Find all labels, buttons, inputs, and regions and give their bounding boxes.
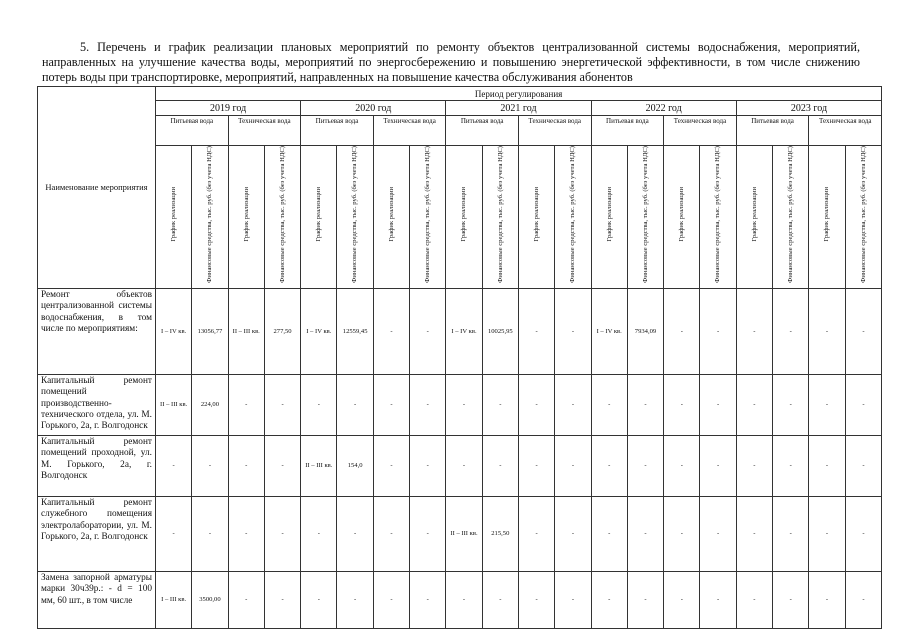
period-header: Период регулирования: [156, 87, 882, 101]
table-row: [38, 496, 882, 571]
column-header-label: График реализации: [242, 187, 250, 242]
finance-cell: -: [700, 374, 736, 435]
schedule-cell: -: [228, 496, 264, 571]
column-header: [482, 146, 518, 289]
name-column-header: Наименование мероприятия: [38, 87, 156, 289]
schedule-cell: I – III кв.: [156, 571, 192, 628]
schedule-cell: -: [809, 374, 845, 435]
column-header-label: Финансовые средства, тыс. руб. (без учета НДС): [786, 146, 794, 283]
water-type-header: Питьевая вода: [301, 116, 374, 146]
schedule-cell: -: [301, 374, 337, 435]
column-header-label: График реализации: [387, 187, 395, 242]
column-header-label: График реализации: [169, 187, 177, 242]
column-header-label: Финансовые средства, тыс. руб. (без учета НДС): [641, 146, 649, 283]
column-header-label: Финансовые средства, тыс. руб. (без учета НДС): [714, 146, 722, 283]
finance-cell: -: [555, 571, 591, 628]
finance-cell: -: [627, 496, 663, 571]
schedule-cell: II – III кв.: [228, 288, 264, 374]
finance-cell: -: [700, 571, 736, 628]
finance-cell: -: [410, 571, 446, 628]
finance-cell: -: [700, 496, 736, 571]
schedule-cell: -: [228, 374, 264, 435]
schedule-cell: -: [591, 374, 627, 435]
finance-cell: -: [845, 496, 882, 571]
column-header-label: Финансовые средства, тыс. руб. (без учета НДС): [278, 146, 286, 283]
table-header: [38, 87, 882, 289]
column-header: [337, 146, 373, 289]
schedule-cell: -: [373, 496, 409, 571]
column-header-label: Финансовые средства, тыс. руб. (без учета НДС): [569, 146, 577, 283]
schedule-cell: -: [228, 571, 264, 628]
finance-cell: -: [264, 496, 300, 571]
column-header-label: Финансовые средства, тыс. руб. (без учета НДС): [206, 146, 214, 283]
table-row: [38, 288, 882, 374]
finance-cell: -: [627, 435, 663, 496]
table-body: [38, 288, 882, 628]
finance-cell: -: [337, 571, 373, 628]
column-header: [192, 146, 228, 289]
schedule-cell: -: [518, 496, 554, 571]
schedule-cell: -: [446, 435, 482, 496]
finance-cell: 7934,09: [627, 288, 663, 374]
schedule-cell: -: [664, 496, 700, 571]
schedule-cell: -: [809, 435, 845, 496]
schedule-cell: -: [518, 288, 554, 374]
schedule-cell: II – III кв.: [156, 374, 192, 435]
schedule-cell: -: [664, 435, 700, 496]
schedule-cell: -: [809, 571, 845, 628]
finance-cell: -: [700, 435, 736, 496]
finance-cell: -: [845, 571, 882, 628]
year-header: 2023 год: [736, 101, 881, 116]
schedule-cell: -: [446, 374, 482, 435]
schedule-cell: -: [518, 435, 554, 496]
column-header-label: График реализации: [460, 187, 468, 242]
finance-cell: -: [482, 374, 518, 435]
schedule-cell: -: [664, 374, 700, 435]
schedule-cell: -: [373, 435, 409, 496]
finance-cell: 10025,95: [482, 288, 518, 374]
finance-cell: -: [627, 571, 663, 628]
schedule-cell: -: [156, 496, 192, 571]
schedule-cell: -: [373, 288, 409, 374]
column-header-label: Финансовые средства, тыс. руб. (без учета НДС): [351, 146, 359, 283]
schedule-cell: -: [373, 374, 409, 435]
finance-cell: 277,50: [264, 288, 300, 374]
finance-cell: 13056,77: [192, 288, 228, 374]
schedule-cell: -: [736, 374, 772, 435]
column-header: [627, 146, 663, 289]
schedule-cell: II – III кв.: [301, 435, 337, 496]
year-header: 2021 год: [446, 101, 591, 116]
schedule-cell: -: [809, 496, 845, 571]
schedule-cell: I – IV кв.: [446, 288, 482, 374]
water-type-header: Техническая вода: [518, 116, 591, 146]
column-header: [736, 146, 772, 289]
water-type-header: Техническая вода: [373, 116, 446, 146]
finance-cell: -: [410, 435, 446, 496]
year-header: 2020 год: [301, 101, 446, 116]
table-row: [38, 571, 882, 628]
finance-cell: -: [192, 496, 228, 571]
finance-cell: -: [482, 435, 518, 496]
schedule-cell: -: [664, 288, 700, 374]
finance-cell: -: [482, 571, 518, 628]
event-name: Ремонт объектов централизованной системы водоснабжения, в том числе по мероприятиям:: [38, 288, 156, 374]
schedule-cell: I – IV кв.: [156, 288, 192, 374]
schedule-cell: -: [591, 435, 627, 496]
finance-cell: -: [264, 571, 300, 628]
event-name: Капитальный ремонт служебного помещения электролаборатории, ул. М. Горького, 2а, г. Волгодонск: [38, 496, 156, 571]
column-header: [228, 146, 264, 289]
table-row: [38, 435, 882, 496]
year-header: 2019 год: [156, 101, 301, 116]
finance-cell: -: [845, 435, 882, 496]
schedule-cell: -: [228, 435, 264, 496]
schedule-cell: I – IV кв.: [591, 288, 627, 374]
finance-cell: -: [555, 288, 591, 374]
finance-cell: -: [264, 374, 300, 435]
column-header: [555, 146, 591, 289]
finance-cell: -: [773, 288, 809, 374]
column-header: [809, 146, 845, 289]
event-name: Капитальный ремонт помещений проходной, ул. М. Горького, 2а, г. Волгодонск: [38, 435, 156, 496]
finance-cell: 154,0: [337, 435, 373, 496]
schedule-cell: -: [591, 496, 627, 571]
finance-cell: -: [773, 496, 809, 571]
finance-cell: -: [845, 288, 882, 374]
schedule-cell: -: [301, 496, 337, 571]
column-header: [264, 146, 300, 289]
schedule-cell: -: [736, 496, 772, 571]
schedule-cell: -: [664, 571, 700, 628]
finance-cell: -: [627, 374, 663, 435]
column-header: [446, 146, 482, 289]
column-header: [301, 146, 337, 289]
column-header-label: Финансовые средства, тыс. руб. (без учета НДС): [496, 146, 504, 283]
finance-cell: -: [410, 288, 446, 374]
column-header: [518, 146, 554, 289]
column-header: [156, 146, 192, 289]
finance-cell: -: [264, 435, 300, 496]
schedule-cell: -: [518, 571, 554, 628]
water-type-header: Техническая вода: [228, 116, 301, 146]
column-header-label: График реализации: [750, 187, 758, 242]
table-row: [38, 374, 882, 435]
column-header: [410, 146, 446, 289]
finance-cell: -: [410, 374, 446, 435]
column-header: [700, 146, 736, 289]
schedule-cell: -: [446, 571, 482, 628]
schedule-cell: -: [736, 435, 772, 496]
finance-cell: -: [555, 374, 591, 435]
finance-cell: 12559,45: [337, 288, 373, 374]
event-name: Капитальный ремонт помещений производственно-технического отдела, ул. М. Горького, 2а, г. Волгодонск: [38, 374, 156, 435]
column-header-label: График реализации: [605, 187, 613, 242]
schedule-cell: -: [518, 374, 554, 435]
year-header: 2022 год: [591, 101, 736, 116]
column-header: [845, 146, 882, 289]
finance-cell: -: [192, 435, 228, 496]
finance-cell: -: [845, 374, 882, 435]
schedule-cell: -: [373, 571, 409, 628]
schedule-cell: -: [591, 571, 627, 628]
events-schedule-table: [37, 86, 882, 629]
water-type-header: Питьевая вода: [736, 116, 809, 146]
finance-cell: -: [555, 496, 591, 571]
column-header: [773, 146, 809, 289]
schedule-cell: II – III кв.: [446, 496, 482, 571]
finance-cell: -: [773, 435, 809, 496]
column-header-label: График реализации: [532, 187, 540, 242]
finance-cell: 224,00: [192, 374, 228, 435]
finance-cell: -: [410, 496, 446, 571]
column-header: [591, 146, 627, 289]
finance-cell: -: [700, 288, 736, 374]
section-heading: 5. Перечень и график реализации плановых мероприятий по ремонту объектов централизованной системы водоснабжения, мероприятий, направленных на улучшение качества воды, мероприятий по энергосбережению и повышению энергетической эффективности, в том числе снижению потерь воды при транспортировке, мероприятий, направленных на повышение качества обслуживания абонентов: [42, 40, 860, 84]
column-header-label: Финансовые средства, тыс. руб. (без учета НДС): [859, 146, 867, 283]
schedule-cell: -: [736, 288, 772, 374]
finance-cell: -: [337, 374, 373, 435]
schedule-cell: -: [736, 571, 772, 628]
event-name: Замена запорной арматуры марки 30ч39р.: - d = 100 мм, 60 шт., в том числе: [38, 571, 156, 628]
schedule-cell: -: [301, 571, 337, 628]
finance-cell: -: [337, 496, 373, 571]
column-header-label: График реализации: [315, 187, 323, 242]
column-header-label: Финансовые средства, тыс. руб. (без учета НДС): [424, 146, 432, 283]
water-type-header: Питьевая вода: [156, 116, 229, 146]
finance-cell: -: [773, 374, 809, 435]
column-header-label: График реализации: [678, 187, 686, 242]
water-type-header: Техническая вода: [664, 116, 737, 146]
schedule-cell: I – IV кв.: [301, 288, 337, 374]
schedule-cell: -: [809, 288, 845, 374]
column-header: [373, 146, 409, 289]
water-type-header: Техническая вода: [809, 116, 882, 146]
column-header-label: График реализации: [823, 187, 831, 242]
water-type-header: Питьевая вода: [446, 116, 519, 146]
water-type-header: Питьевая вода: [591, 116, 664, 146]
finance-cell: -: [555, 435, 591, 496]
finance-cell: 215,50: [482, 496, 518, 571]
finance-cell: -: [773, 571, 809, 628]
column-header: [664, 146, 700, 289]
schedule-cell: -: [156, 435, 192, 496]
finance-cell: 3500,00: [192, 571, 228, 628]
